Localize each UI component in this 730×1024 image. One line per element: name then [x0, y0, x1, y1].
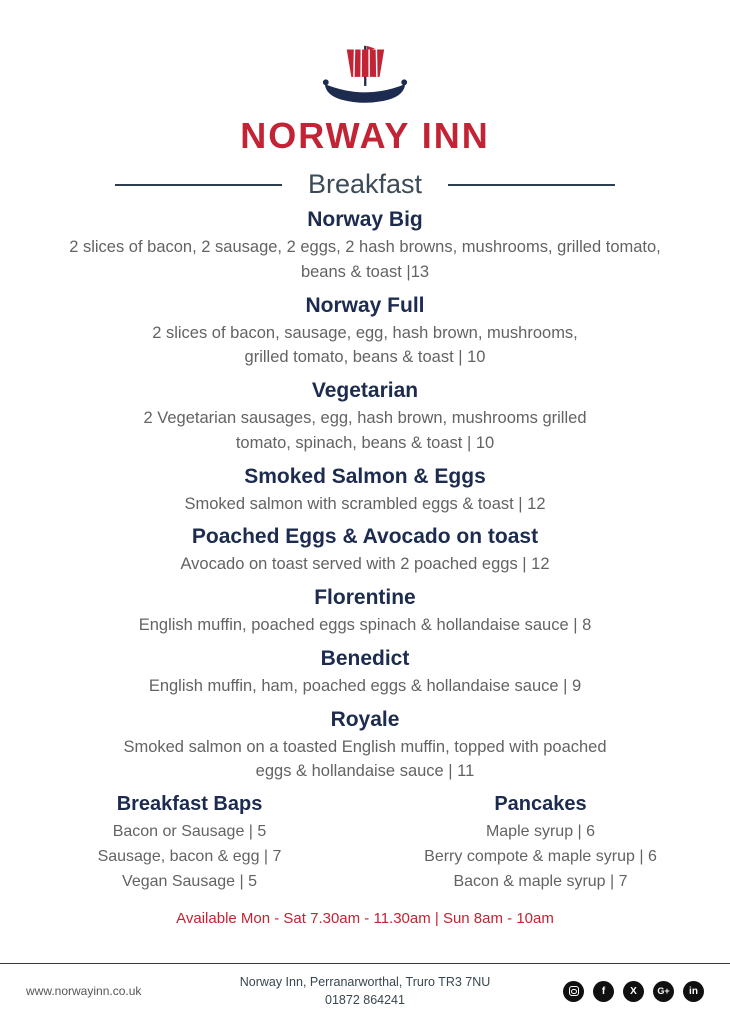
header: [0, 0, 730, 157]
menu-item: [0, 708, 730, 785]
menu-item-desc: 2 Vegetarian sausages, egg, hash brown, mushrooms grilled tomato, spinach, beans & toast | 10: [143, 409, 587, 452]
menu-item-desc: 2 slices of bacon, 2 sausage, 2 eggs, 2 hash browns, mushrooms, grilled tomato, beans & toast |13: [69, 238, 661, 281]
instagram-glyph: [569, 986, 579, 996]
breakfast-baps-column: [37, 793, 342, 894]
menu-item-desc: Avocado on toast served with 2 poached eggs | 12: [180, 555, 550, 574]
pancakes-column: [388, 793, 693, 894]
footer: [0, 963, 730, 1024]
viking-ship-logo-icon: [0, 44, 730, 111]
address-block: [201, 973, 529, 1011]
breakfast-heading: [115, 169, 615, 200]
column-line: Bacon & maple syrup | 7: [453, 872, 628, 890]
social-icons: [529, 981, 704, 1002]
menu-item-desc: English muffin, ham, poached eggs & hollandaise sauce | 9: [148, 676, 582, 695]
column-line: Bacon or Sausage | 5: [112, 823, 267, 840]
google-plus-glyph: G+: [657, 986, 670, 997]
x-twitter-glyph: X: [630, 985, 637, 997]
menu-item: [0, 379, 730, 456]
menu-item-name: Vegetarian: [311, 379, 419, 402]
column-title: Breakfast Baps: [116, 793, 263, 815]
website-link[interactable]: www.norwayinn.co.uk: [26, 984, 142, 999]
linkedin-icon[interactable]: [683, 981, 704, 1002]
menu-item-name: Benedict: [320, 646, 410, 670]
menu-item-name: Smoked Salmon & Eggs: [244, 464, 486, 488]
phone-line: 01872 864241: [325, 993, 405, 1008]
section-title-text: Breakfast: [307, 169, 423, 199]
facebook-glyph: f: [601, 985, 606, 997]
menu-item-name: Florentine: [314, 586, 416, 609]
menu-item-name: Royale: [330, 707, 400, 731]
address-line: Norway Inn, Perranarworthal, Truro TR3 7NU: [239, 974, 491, 989]
google-plus-icon[interactable]: [653, 981, 674, 1002]
menu-item-name: Poached Eggs & Avocado on toast: [191, 525, 539, 549]
facebook-icon[interactable]: [593, 981, 614, 1002]
column-line: Vegan Sausage | 5: [122, 872, 257, 890]
column-line: Berry compote & maple syrup | 6: [424, 847, 657, 865]
brand-title: NORWAY INN: [240, 115, 490, 156]
menu-item: [0, 208, 730, 285]
menu-item: [0, 465, 730, 517]
menu-item-desc: 2 slices of bacon, sausage, egg, hash brown, mushrooms, grilled tomato, beans & toast | 10: [152, 323, 578, 367]
menu-item: [0, 586, 730, 638]
column-line: Maple syrup | 6: [485, 823, 596, 840]
column-line: Sausage, bacon & egg | 7: [97, 847, 282, 865]
linkedin-glyph: in: [689, 985, 698, 997]
menu-item-desc: English muffin, poached eggs spinach & hollandaise sauce | 8: [138, 616, 592, 634]
menu-item-desc: Smoked salmon on a toasted English muffin, topped with poached eggs & hollandaise sauce | 11: [123, 737, 607, 781]
availability-note: Available Mon - Sat 7.30am - 11.30am | Sun 8am - 10am: [176, 910, 554, 928]
bottom-columns: [0, 793, 730, 894]
heading-divider-left: [115, 184, 282, 186]
menu-item-name: Norway Big: [307, 208, 423, 231]
menu-item-name: Norway Full: [305, 293, 425, 317]
menu-item: [0, 294, 730, 371]
x-twitter-icon[interactable]: [623, 981, 644, 1002]
menu-item: [0, 525, 730, 577]
menu-list: [0, 208, 730, 927]
column-title: Pancakes: [494, 793, 587, 815]
instagram-icon[interactable]: [563, 981, 584, 1002]
heading-divider-right: [448, 184, 615, 186]
menu-item-desc: Smoked salmon with scrambled eggs & toast | 12: [184, 494, 546, 513]
menu-item: [0, 647, 730, 699]
